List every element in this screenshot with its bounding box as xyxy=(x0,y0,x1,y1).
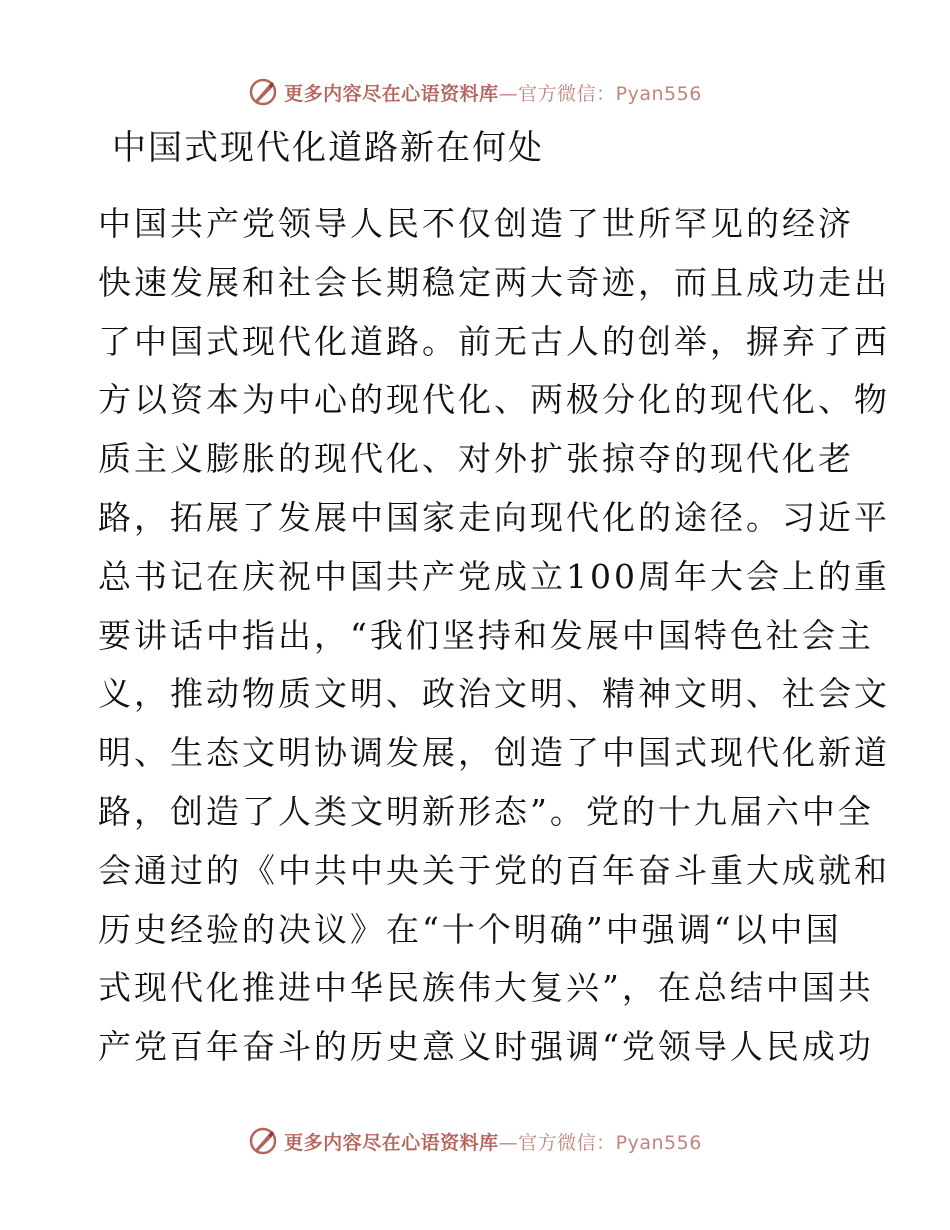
body-line: 了中国式现代化道路。前无古人的创举，摒弃了西 xyxy=(98,321,890,361)
body-line: 方以资本为中心的现代化、两极分化的现代化、物 xyxy=(98,380,890,420)
body-line: 路，创造了人类文明新形态”。党的十九届六中全 xyxy=(98,791,874,831)
body-line: 路，拓展了发展中国家走向现代化的途径。习近平 xyxy=(98,497,890,537)
document-title: 中国式现代化道路新在何处 xyxy=(112,128,544,168)
document-body xyxy=(98,195,890,1077)
watermark-contact-text: —官方微信：Pyan556 xyxy=(498,82,702,105)
footer-watermark xyxy=(0,1121,950,1161)
watermark-contact-text: —官方微信：Pyan556 xyxy=(498,1131,702,1154)
body-line: 总书记在庆祝中国共产党成立100周年大会上的重 xyxy=(98,556,890,596)
body-line: 质主义膨胀的现代化、对外扩张掠夺的现代化老 xyxy=(98,439,854,479)
body-line: 义，推动物质文明、政治文明、精神文明、社会文 xyxy=(98,674,890,714)
watermark-brand-text: 更多内容尽在心语资料库 xyxy=(284,82,499,105)
body-line: 会通过的《中共中央关于党的百年奋斗重大成就和 xyxy=(98,850,890,890)
body-line: 中国共产党领导人民不仅创造了世所罕见的经济 xyxy=(98,204,854,243)
body-line: 历史经验的决议》在“十个明确”中强调“以中国 xyxy=(98,909,842,949)
body-line: 产党百年奋斗的历史意义时强调“党领导人民成功 xyxy=(98,1027,874,1067)
body-line: 快速发展和社会长期稳定两大奇迹，而且成功走出 xyxy=(98,262,890,302)
header-watermark xyxy=(0,72,950,112)
body-line: 式现代化推进中华民族伟大复兴”，在总结中国共 xyxy=(98,968,874,1008)
body-line: 要讲话中指出，“我们坚持和发展中国特色社会主 xyxy=(98,615,874,655)
body-line: 明、生态文明协调发展，创造了中国式现代化新道 xyxy=(98,733,890,773)
quill-pen-seal-icon xyxy=(248,1126,278,1156)
watermark-brand-text: 更多内容尽在心语资料库 xyxy=(284,1131,499,1154)
quill-pen-seal-icon xyxy=(248,77,278,107)
